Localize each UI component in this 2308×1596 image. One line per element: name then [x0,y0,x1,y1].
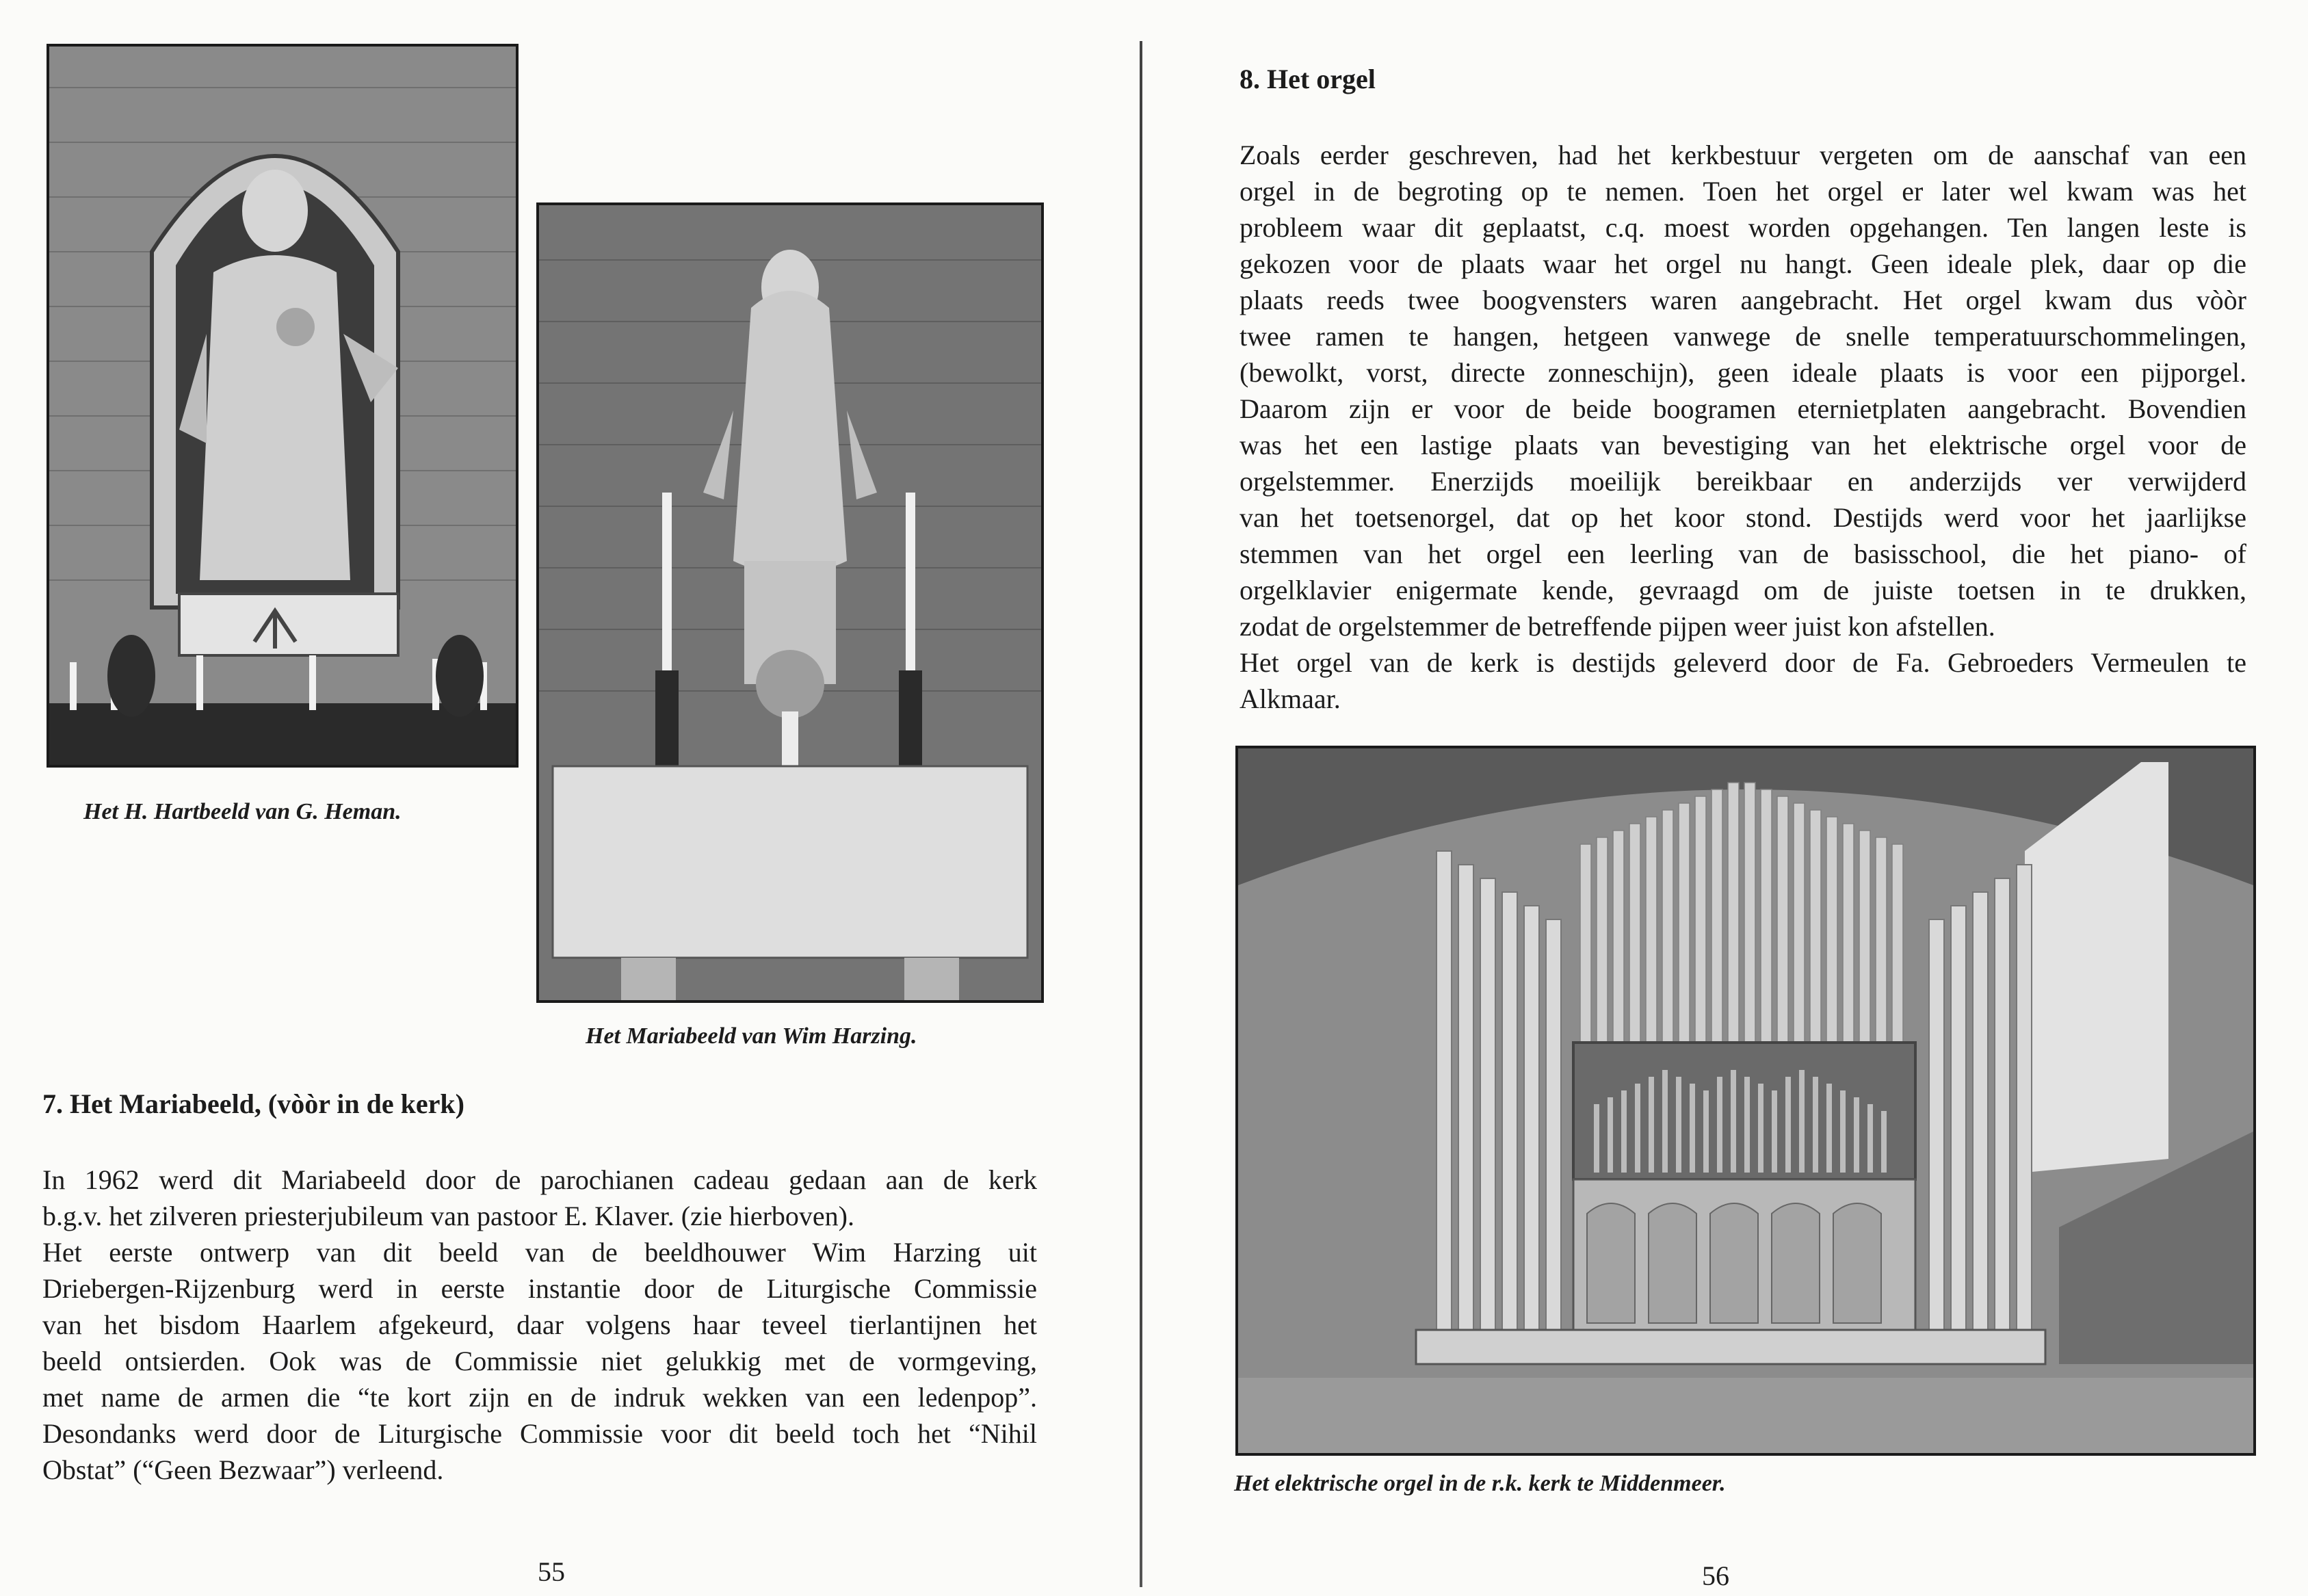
paragraph-line: Driebergen-Rijzenburg werd in eerste instantie door de Liturgische Commissie [42,1273,1037,1304]
paragraph-line: twee ramen te hangen, hetgeen vanwege de snelle temperatuurschommelingen, [1240,321,2246,352]
caption-mariabeeld: Het Mariabeeld van Wim Harzing. [586,1023,917,1049]
paragraph-line: was het een lastige plaats van bevestiging van het elektrische orgel voor de [1240,430,2246,460]
page-number: 55 [538,1556,565,1587]
paragraph-line: Obstat” (“Geen Bezwaar”) verleend. [42,1454,444,1485]
paragraph-line: van het toetsenorgel, dat op het koor stond. Destijds werd voor het jaarlijkse [1240,502,2246,533]
paragraph-line: orgelklavier enigermate kende, gevraagd om de juiste toetsen in te drukken, [1240,575,2246,605]
right-page [1144,0,2308,1596]
paragraph-line: Het eerste ontwerp van dit beeld van de beeldhouwer Wim Harzing uit [42,1237,1037,1268]
caption-orgel: Het elektrische orgel in de r.k. kerk te Middenmeer. [1234,1471,1726,1496]
paragraph-line: zodat de orgelstemmer de betreffende pijpen weer juist kon afstellen. [1240,611,1995,642]
paragraph-line: In 1962 werd dit Mariabeeld door de parochianen cadeau gedaan aan de kerk [42,1164,1037,1195]
paragraph-line: orgel in de begroting op te nemen. Toen het orgel er later wel kwam was het [1240,176,2246,207]
paragraph-mariabeeld [42,1162,1037,1488]
orgel-photo [1235,746,2256,1456]
paragraph-line: b.g.v. het zilveren priesterjubileum van pastoor E. Klaver. (zie hierboven). [42,1201,854,1231]
paragraph-line: beeld ontsierden. Ook was de Commissie niet gelukkig met de vormgeving, [42,1346,1037,1376]
paragraph-line: (bewolkt, vorst, directe zonneschijn), geen ideale plaats is voor een pijporgel. [1240,357,2246,388]
paragraph-line: Alkmaar. [1240,683,1341,714]
mariabeeld-photo [536,202,1044,1003]
paragraph-line: stemmen van het orgel een leerling van de basisschool, die het piano- of [1240,538,2246,569]
paragraph-line: Desondanks werd door de Liturgische Commissie voor dit beeld toch het “Nihil [42,1418,1037,1449]
paragraph-line: van het bisdom Haarlem afgekeurd, daar volgens haar teveel tierlantijnen het [42,1309,1037,1340]
paragraph-line: Het orgel van de kerk is destijds geleverd door de Fa. Gebroeders Vermeulen te [1240,647,2246,678]
paragraph-line: gekozen voor de plaats waar het orgel nu hangt. Geen ideale plek, daar op die [1240,248,2246,279]
book-gutter [1140,41,1142,1587]
paragraph-line: met name de armen die “te kort zijn en de indruk wekken van een ledenpop”. [42,1382,1037,1413]
paragraph-line: plaats reeds twee boogvensters waren aangebracht. Het orgel kwam dus vòòr [1240,285,2246,315]
section-heading-mariabeeld: 7. Het Mariabeeld, (vòòr in de kerk) [42,1088,464,1119]
paragraph-line: Zoals eerder geschreven, had het kerkbestuur vergeten om de aanschaf van een [1240,140,2246,170]
page-number: 56 [1702,1560,1729,1591]
paragraph-line: Daarom zijn er voor de beide boogramen eternietplaten aangebracht. Bovendien [1240,393,2246,424]
caption-hartbeeld: Het H. Hartbeeld van G. Heman. [83,799,402,824]
left-page [0,0,1144,1596]
paragraph-orgel [1240,137,2246,717]
section-heading-orgel: 8. Het orgel [1240,64,1376,94]
paragraph-line: probleem waar dit geplaatst, c.q. moest worden opgehangen. Ten langen leste is [1240,212,2246,243]
paragraph-line: orgelstemmer. Enerzijds moeilijk bereikbaar en anderzijds ver verwijderd [1240,466,2246,497]
hartbeeld-photo [47,44,519,768]
